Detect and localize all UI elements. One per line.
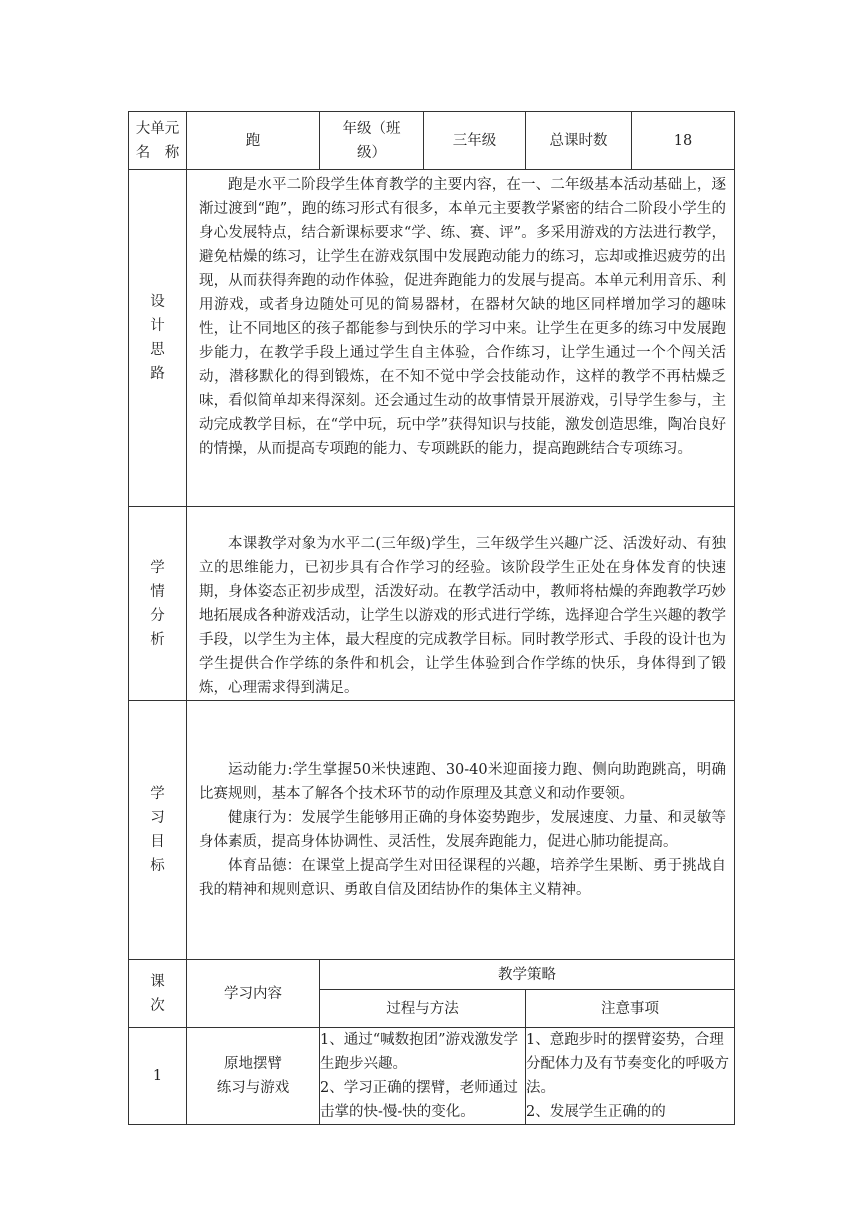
content-header: 学习内容 — [187, 960, 320, 1028]
lesson-process: 1、通过“喊数抱团”游戏激发学生跑步兴趣。 2、学习正确的摆臂，老师通过击掌的快-慢-快的变化。 — [320, 1028, 526, 1125]
goals-label: 学习目标 — [129, 701, 187, 960]
analysis-text: 本课教学对象为水平二(三年级)学生，三年级学生兴趣广泛、活泼好动、有独立的思维能力，已初步具有合作学习的经验。该阶段学生正处在身体发育的快速期，身体姿态正初步成型，活泼好动。在教学活动中，教师将枯燥的奔跑教学巧妙地拓展成各种游戏活动，让学生以游戏的形式进行学练，选择迎合学生兴趣的教学手段，以学生为主体，最大程度的完成教学目标。同时教学形式、手段的设计也为学生提供合作学练的条件和机会，让学生体验到合作学练的快乐，身体得到了锻炼，心理需求得到满足。 — [199, 536, 726, 696]
total-hours-label: 总课时数 — [526, 112, 632, 170]
lesson-no-header: 课次 — [129, 960, 187, 1028]
design-label: 设计思路 — [129, 170, 187, 507]
total-hours-value: 18 — [632, 112, 735, 170]
lesson-row — [129, 1028, 735, 1125]
unit-name-label: 大单元名 称 — [129, 112, 187, 170]
unit-plan-table — [128, 111, 735, 1125]
lessons-header-row — [129, 960, 735, 990]
goal-item-ethics: 体育品德：在课堂上提高学生对田径课程的兴趣，培养学生果断、勇于挑战自我的精神和规则意识、勇敢自信及团结协作的集体主义精神。 — [199, 858, 726, 898]
strategy-header: 教学策略 — [320, 960, 735, 990]
notes-header: 注意事项 — [526, 990, 735, 1028]
goals-row — [129, 701, 735, 960]
analysis-cell — [187, 507, 735, 701]
design-text: 跑是水平二阶段学生体育教学的主要内容，在一、二年级基本活动基础上，逐渐过渡到“跑”，跑的练习形式有很多，本单元主要教学紧密的结合二阶段小学生的身心发展特点，结合新课标要求“学、练、赛、评”。多采用游戏的方法进行教学，避免枯燥的练习，让学生在游戏氛围中发展跑动能力的练习，忘却或推迟疲劳的出现，从而获得奔跑的动作体验，促进奔跑能力的发展与提高。本单元利用音乐、利用游戏，或者身边随处可见的简易器材，在器材欠缺的地区同样增加学习的趣味性，让不同地区的孩子都能参与到快乐的学习中来。让学生在更多的练习中发展跑步能力，在教学手段上通过学生自主体验，合作练习，让学生通过一个个闯关活动，潜移默化的得到锻炼，在不知不觉中学会技能动作，这样的教学不再枯燥乏味，看似简单却来得深刻。还会通过生动的故事情景开展游戏，引导学生参与，主动完成教学目标，在“学中玩，玩中学”获得知识与技能，激发创造思维，陶冶良好的情操，从而提高专项跑的能力、专项跳跃的能力，提高跑跳结合专项练习。 — [199, 177, 726, 457]
design-row — [129, 170, 735, 507]
lesson-notes: 1、意跑步时的摆臂姿势，合理分配体力及有节奏变化的呼吸方法。 2、发展学生正确的的 — [526, 1028, 735, 1125]
process-header: 过程与方法 — [320, 990, 526, 1028]
analysis-label: 学情分析 — [129, 507, 187, 701]
goals-cell — [187, 701, 735, 960]
lesson-content: 原地摆臂 练习与游戏 — [187, 1028, 320, 1125]
unit-name-value: 跑 — [187, 112, 320, 170]
lesson-no: 1 — [129, 1028, 187, 1125]
analysis-row — [129, 507, 735, 701]
goal-item-motor: 运动能力:学生掌握50米快速跑、30-40米迎面接力跑、侧向助跑跳高，明确比赛规则，基本了解各个技术环节的动作原理及其意义和动作要领。 — [199, 762, 726, 802]
unit-header-row — [129, 112, 735, 170]
goal-item-health: 健康行为：发展学生能够用正确的身体姿势跑步，发展速度、力量、和灵敏等身体素质，提高身体协调性、灵活性，发展奔跑能力，促进心肺功能提高。 — [199, 810, 726, 850]
grade-label: 年级（班级） — [320, 112, 424, 170]
grade-value: 三年级 — [424, 112, 526, 170]
design-cell — [187, 170, 735, 507]
